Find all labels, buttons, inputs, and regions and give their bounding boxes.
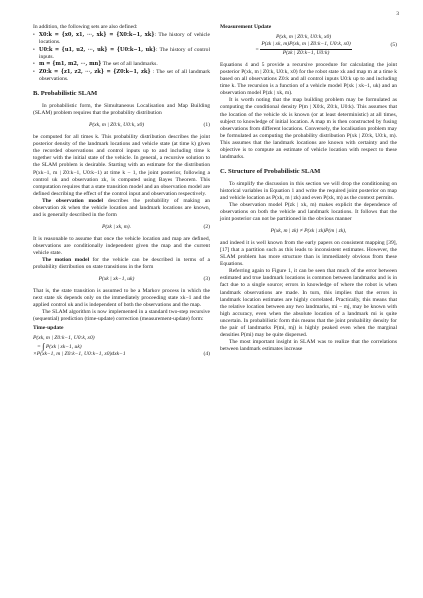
section-heading-c: C. Structure of Probabilistic SLAM (220, 167, 321, 175)
definition-symbol: Z0:k = {z1, z2, ⋯, zk} = {Z0:k−1, zk} (39, 69, 151, 76)
bullet-icon: • (33, 70, 35, 76)
paragraph: To simplify the discussion in this section we will drop the conditioning on historical variables in Equation 1 and write the required joint posterior on map and vehicle location as P(xk, m | zk) and even P(xk, m) as the context permits. (220, 180, 397, 201)
equation-number: (2) (203, 223, 210, 230)
section-heading-b: B. Probabilistic SLAM (33, 90, 98, 98)
equation-number: (4) (203, 350, 210, 357)
paragraph-text: for the vehicle can be described in terms of a probability distribution on state transitions in the form (33, 257, 210, 271)
left-column (33, 24, 210, 363)
paragraph-lead: The observation model (42, 197, 104, 204)
equation-1 (33, 122, 210, 129)
equation-2 (33, 224, 210, 231)
defs-intro: In addition, the following sets are also defined: (33, 24, 138, 30)
equation-body: P(xk, m | zk) ≠ P(xk | zk)P(m | zk), (270, 228, 347, 235)
equation-6 (220, 228, 397, 235)
bullet-icon: • (33, 62, 35, 68)
definition-text: : The set of all landmark observations. (39, 69, 210, 83)
equation-5 (220, 34, 397, 57)
bullet-icon: • (33, 47, 35, 53)
paragraph: That is, the state transition is assumed to be a Markov process in which the next state xk depends only on the immediately proceeding state xk−1 and the applied control uk and is independent of both the observations and the map. (33, 288, 210, 309)
definition-item (33, 69, 210, 83)
time-update-heading: Time-update (33, 325, 64, 332)
equation-body: P(xk | xk−1, uk) (98, 276, 135, 283)
fraction-denominator: P(zk | Z0:k−1, U0:k) (282, 50, 330, 57)
equation-body: P(zk | xk, m). (101, 223, 132, 230)
equation-number: (1) (203, 122, 210, 129)
paragraph: The most important insight in SLAM was to realize that the correlations between landmark estimates increase (220, 338, 397, 352)
paragraph (33, 198, 210, 219)
paragraph-lead: The motion model (42, 257, 90, 264)
definition-item (33, 61, 210, 68)
equation-3 (33, 276, 210, 283)
page-number: 3 (396, 11, 399, 17)
paragraph: It is worth noting that the map building problem may be formulated as computing the conditional density P(m | X0:k, Z0:k, U0:k). This assumes that the location of the vehicle xk is known (or at least deterministic) at all times, subject to knowledge of initial location. A map m is then constructed by fusing observations from different locations. Conversely, the localisation problem may be formulated as computing the probability distribution P(xk | Z0:k, U0:k, m). This assumes that the landmark locations are known with certainty and the objective is to compute an estimate of vehicle location with respect to these landmarks. (220, 97, 397, 160)
definition-item (33, 47, 210, 61)
paragraph (33, 257, 210, 271)
equation-4 (33, 335, 210, 357)
paragraph-text: describes the probability of making an observation zk when the vehicle location and landmark locations are known, and is generally described in the form (33, 197, 210, 218)
equation-body: P(xk, m | Z0:k, U0:k, x0) (88, 122, 145, 129)
paragraph: Equations 4 and 5 provide a recursive procedure for calculating the joint posterior P(xk, m | Z0:k, U0:k, x0) for the robot state xk and map m at a time k based on all observations Z0:k and all control inputs U0:k up to and including time k. The recursion is a function of a vehicle model P(xk | xk−1, uk) and an observation model P(zk | xk, m). (220, 62, 397, 97)
paragraph: The observation model P(zk | xk, m) makes explicit the dependence of observations on both the vehicle and landmark locations. It follows that the joint posterior can not be partitioned in the obvious manner (220, 201, 397, 223)
definition-list (33, 32, 210, 83)
equation-line: P(xk, m | Z0:k−1, U0:k, x0) (33, 335, 95, 342)
equation-number: (5) (390, 42, 397, 49)
fraction-numerator: P(zk | xk, m)P(xk, m | Z0:k−1, U0:k, x0) (260, 41, 351, 50)
right-column (220, 24, 397, 353)
definition-text: : The history of control inputs. (39, 46, 210, 60)
paragraph: It is reasonable to assume that once the vehicle location and map are defined, observations are conditionally independent given the map and the current vehicle state. (33, 235, 210, 256)
definition-symbol: X0:k = {x0, x1, ⋯, xk} = {X0:k−1, xk} (39, 32, 155, 39)
equation-lhs: P(xk, m | Z0:k, U0:k, x0) (275, 34, 332, 41)
equation-number: (3) (203, 276, 210, 283)
definition-symbol: U0:k = {u1, u2, ⋯, uk} = {U0:k−1, uk} (39, 46, 156, 53)
equation-body: P(xk, m | Z0:k, U0:k, x0) = $\frac{P(zk | xk, m)P(xk, m | Z0:k-1, U0:k, x0)}{P(zk | Z0:k-1, U0:k)}$ (220, 34, 387, 57)
paragraph: The SLAM algorithm is now implemented in a standard two-step recursive (sequential) prediction (time-update) correction (measurement-update) form: (33, 309, 210, 323)
integral-icon: ∫ (42, 340, 45, 351)
measurement-update-heading: Measurement Update (220, 24, 272, 30)
equation-body: P(xk, m | Z0:k−1, U0:k, x0) = ∫ P(xk | xk−1, uk) ×P(xk−1, m | Z0:k−1, U0:k−1, x0)dxk−1 (33, 335, 200, 357)
definition-symbol: m = {m1, m2, ⋯, mn} (39, 61, 102, 68)
equation-line: ×P(xk−1, m | Z0:k−1, U0:k−1, x0)dxk−1 (33, 350, 126, 357)
definition-text: The set of all landmarks. (101, 61, 158, 68)
paragraph: In probabilistic form, the Simultaneous Localisation and Map Building (SLAM) problem requires that the probability distribution (33, 103, 210, 117)
paragraph: Referring again to Figure 1, it can be seen that much of the error between estimated and true landmark locations is common between landmarks and is in fact due to a single source; errors in knowledge of where the robot is when landmark observations are made. In turn, this implies that the errors in landmark location estimates are highly correlated. Practically, this means that the relative location between any two landmarks, mi − mj, may be known with high accuracy, even when the absolute location of a landmark mi is quite uncertain. In probabilistic form this means that the joint probability density for the pair of landmarks P(mi, mj) is highly peaked even when the marginal densities P(mi) may be quite dispersed. (220, 268, 397, 338)
definition-item (33, 32, 210, 46)
paragraph: and indeed it is well known from the early papers on consistent mapping [39], [17] that a partition such as this leads to inconsistent estimates. However, the SLAM problem has more structure than is immediately obvious from these Equations. (220, 240, 397, 268)
definition-text: : The history of vehicle locations. (39, 32, 211, 46)
paragraph: be computed for all times k. This probability distribution describes the joint posterior density of the landmark locations and vehicle state (at time k) given the recorded observations and control inputs up to and including time k together with the initial state of the vehicle. In general, a recursive solution to the SLAM problem is desirable. Starting with an estimate for the distribution P(xk−1, m | Z0:k−1, U0:k−1) at time k − 1, the joint posterior, following a control uk and observation zk, is computed using Bayes Theorem. This computation requires that a state transition model and an observation model are defined describing the effect of the control input and observation respectively. (33, 134, 210, 197)
bullet-icon: • (33, 33, 35, 39)
equation-line: P(xk | xk−1, uk) (45, 343, 82, 350)
